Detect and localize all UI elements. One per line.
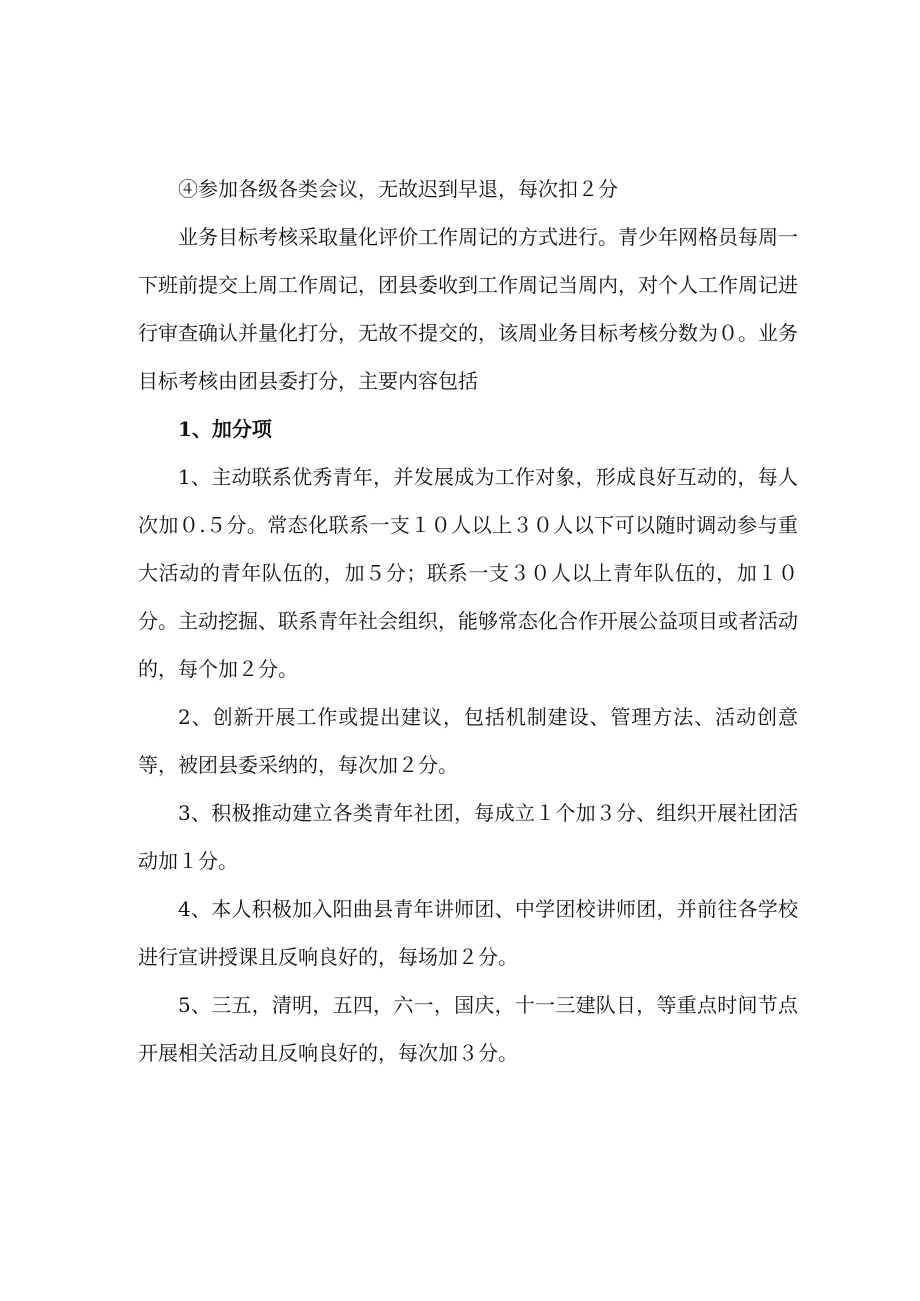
paragraph-meeting-deduction: ④参加各级各类会议，无故迟到早退，每次扣２分 [178, 177, 618, 201]
paragraph-bonus-item-3: 3、积极推动建立各类青年社团，每成立１个加３分、组织开展社团活动加１分。 [138, 801, 798, 873]
paragraph-bonus-item-4: 4、本人积极加入阳曲县青年讲师团、中学团校讲师团，并前往各学校进行宣讲授课且反响良好的，每场加２分。 [138, 897, 798, 969]
paragraph-bonus-item-2: 2、创新开展工作或提出建议，包括机制建设、管理方法、活动创意等，被团县委采纳的，每次加２分。 [138, 705, 798, 777]
section-heading-bonus-items: 1、加分项 [178, 417, 272, 441]
paragraph-bonus-item-1: 1、主动联系优秀青年，并发展成为工作对象，形成良好互动的，每人次加０.５分。常态化联系一支１０人以上３０人以下可以随时调动参与重大活动的青年队伍的，加５分；联系一支３０人以上青年队伍的，加１０分。主动挖掘、联系青年社会组织，能够常态化合作开展公益项目或者活动的，每个加２分。 [138, 465, 798, 681]
paragraph-assessment-method: 业务目标考核采取量化评价工作周记的方式进行。青少年网格员每周一下班前提交上周工作周记，团县委收到工作周记当周内，对个人工作周记进行审查确认并量化打分，无故不提交的，该周业务目标考核分数为０。业务目标考核由团县委打分，主要内容包括 [138, 225, 798, 393]
document-body [138, 165, 798, 1077]
paragraph-bonus-item-5: 5、三五，清明，五四，六一，国庆，十一三建队日，等重点时间节点开展相关活动且反响良好的，每次加３分。 [138, 993, 798, 1065]
